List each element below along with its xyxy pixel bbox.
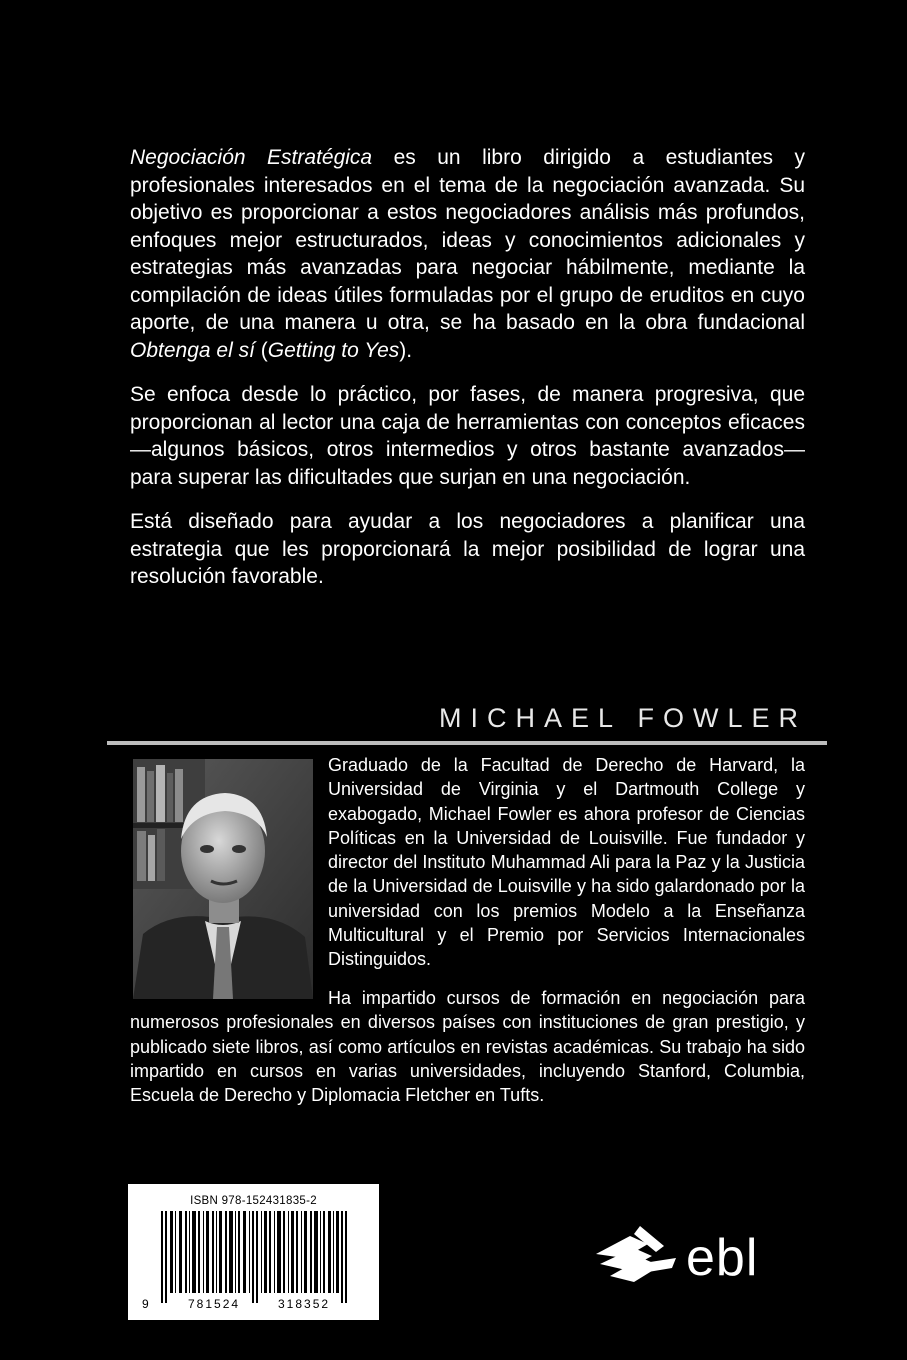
book-title: Negociación Estratégica xyxy=(130,146,373,169)
ebl-logo-icon xyxy=(590,1218,810,1290)
isbn-barcode xyxy=(128,1184,379,1320)
back-cover-blurb xyxy=(130,144,805,608)
author-photo xyxy=(133,759,313,999)
barcode-digit-lead: 9 xyxy=(142,1297,149,1311)
blurb-paragraph-1: Negociación Estratégica es un libro dirigido a estudiantes y profesionales interesados en el tema de la negociación avanzada. Su objetivo es proporcionar a estos negociadores análisis más profundos, enfoques mejor estructurados, ideas y conocimientos adicionales y estrategias más avanzadas para negociar hábilmente, mediante la compilación de ideas útiles formuladas por el grupo de eruditos en cuyo aporte, de una manera u otra, se ha basado en la obra fundacional Obtenga el sí (Getting to Yes). xyxy=(130,146,805,362)
blurb-paragraph-3: Está diseñado para ayudar a los negociadores a planificar una estrategia que les proporcionará la mejor posibilidad de lograr una resolución favorable. xyxy=(130,510,805,588)
barcode-bars xyxy=(128,1184,379,1320)
publisher-logo xyxy=(590,1218,810,1290)
referenced-work-english: Getting to Yes xyxy=(267,338,400,362)
author-portrait-image xyxy=(133,759,313,999)
author-name: MICHAEL FOWLER xyxy=(438,703,807,733)
blurb-paragraph-2: Se enfoca desde lo práctico, por fases, de manera progresiva, que proporcionan al lector una caja de herramientas con conceptos eficaces —algunos básicos, otros intermedios y otros bastante avanzados— para superar las dificultades que surjan en una negociación. xyxy=(130,383,805,489)
author-bio-paragraph-2: Ha impartido cursos de formación en negociación para numerosos profesionales en diversos países con instituciones de gran prestigio, y publicado siete libros, así como artículos en revistas académicas. Su trabajo ha sido impartido en cursos en varias universidades, incluyendo Stanford, Columbia, Escuela de Derecho y Diplomacia Fletcher en Tufts. xyxy=(130,988,805,1106)
author-bio-paragraph-1: Graduado de la Facultad de Derecho de Harvard, la Universidad de Virginia y el Dartmouth College y exabogado, Michael Fowler es ahora profesor de Ciencias Políticas en la Universidad de Louisville. Fue fundador y director del Instituto Muhammad Ali para la Paz y la Justicia de la Universidad de Louisville y ha sido galardonado por la universidad con los premios Modelo a la Enseñanza Multicultural y el Premio por Servicios Internacionales Distinguidos. xyxy=(328,755,805,970)
divider-rule xyxy=(107,741,827,745)
isbn-label: ISBN 978-152431835-2 xyxy=(190,1195,317,1207)
publisher-wordmark: ebl xyxy=(686,1229,759,1287)
barcode-digits-right: 318352 xyxy=(278,1297,331,1311)
referenced-work: Obtenga el sí xyxy=(130,338,255,362)
barcode-digits-left: 781524 xyxy=(188,1297,241,1311)
